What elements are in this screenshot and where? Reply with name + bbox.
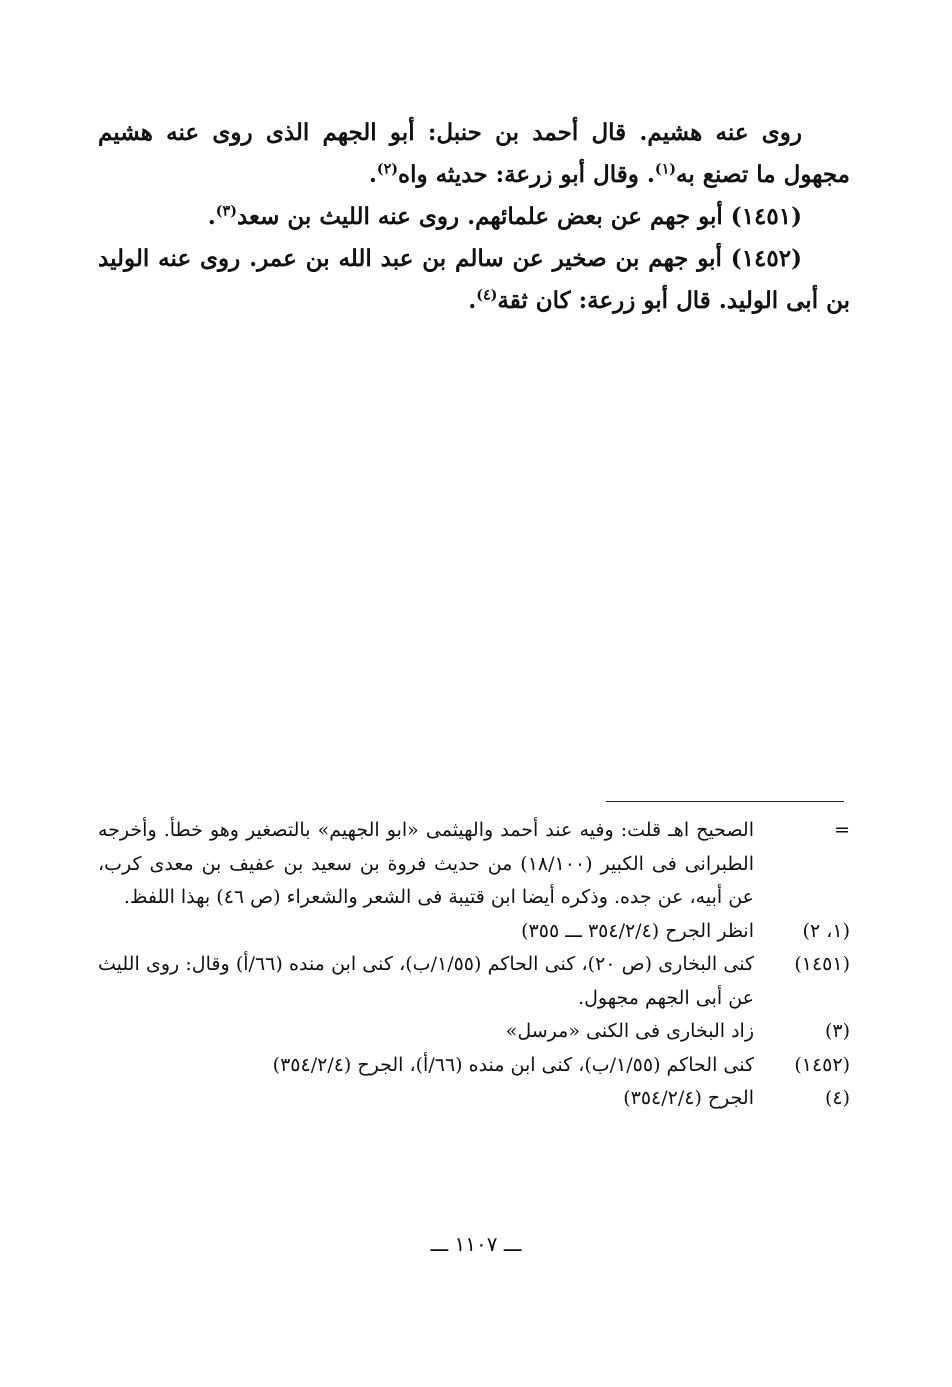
entry-text: (١٤٥١) أبو جهم عن بعض علمائهم. روى عنه الليث بن سعد <box>236 203 802 230</box>
main-text <box>98 112 850 322</box>
footnote <box>98 1082 850 1116</box>
footnote-text: زاد البخارى فى الكنى «مرسل» <box>505 1020 754 1042</box>
footnote-marker: (٤) <box>476 287 498 304</box>
footnote-text: انظر الجرح (٣٥٤/٢/٤ ـــ ٣٥٥) <box>521 919 754 942</box>
paragraph-text: . وقال أبو زرعة: حديثه واه <box>398 161 655 188</box>
footnote-label: (٣) <box>824 1020 850 1042</box>
footnote-text: الجرح (٣٥٤/٢/٤) <box>623 1087 754 1109</box>
footnotes <box>98 814 850 1116</box>
footnote-marker: (٣) <box>215 203 237 220</box>
paragraph-text: . <box>368 161 377 188</box>
footnote-text: الصحيح اهـ قلت: وفيه عند أحمد والهيثمى «ابو الجهيم» بالتصغير وهو خطأ. وأخرجه الطبرانى فى الكبير (١٨/١٠٠) من حديث فروة بن سعيد بن عفيف بن معدى كرب، عن أبيه، عن جده. وذكره أيضا ابن قتيبة فى الشعر والشعراء (ص ٤٦) بهذا اللفظ. <box>98 819 754 908</box>
footnote <box>98 814 850 915</box>
footnote <box>98 948 850 1015</box>
footnote-label: (٤) <box>824 1087 850 1109</box>
footnote-label: (١، ٢) <box>802 919 850 942</box>
footnote-marker: (٢) <box>376 161 399 178</box>
entry-text: . <box>207 203 216 230</box>
entry-1451 <box>98 196 850 238</box>
entry-text: (١٤٥٢) أبو جهم بن صخير عن سالم بن عبد الله بن عمر. روى عنه الوليد بن أبى الوليد. قال أبو زرعة: كان ثقة <box>98 245 850 314</box>
entry-text: . <box>468 287 477 314</box>
footnote <box>98 915 850 949</box>
footnote <box>98 1015 850 1049</box>
footnote-label: = <box>834 819 850 841</box>
paragraph <box>98 112 850 196</box>
entry-1452 <box>98 238 850 322</box>
footnote-text: كنى الحاكم (١/٥٥/ب)، كنى ابن منده (٦٦/أ)، الجرح (٣٥٤/٢/٤) <box>272 1053 754 1076</box>
footnote-label: (١٤٥٢) <box>794 1053 850 1076</box>
footnote <box>98 1049 850 1083</box>
footnote-marker: (١) <box>654 161 677 178</box>
paragraph-text: روى عنه هشيم. قال أحمد بن حنبل: أبو الجهم الذى روى عنه هشيم مجهول ما تصنع به <box>98 119 850 188</box>
footnote-divider <box>606 801 844 802</box>
footnote-text: كنى البخارى (ص ٢٠)، كنى الحاكم (١/٥٥/ب)، كنى ابن منده (٦٦/أ) وقال: روى الليث عن أبى الجهم مجهول. <box>98 953 755 1009</box>
page-number: ـــ ١١٠٧ ـــ <box>430 1232 522 1256</box>
footnote-label: (١٤٥١) <box>794 953 850 975</box>
